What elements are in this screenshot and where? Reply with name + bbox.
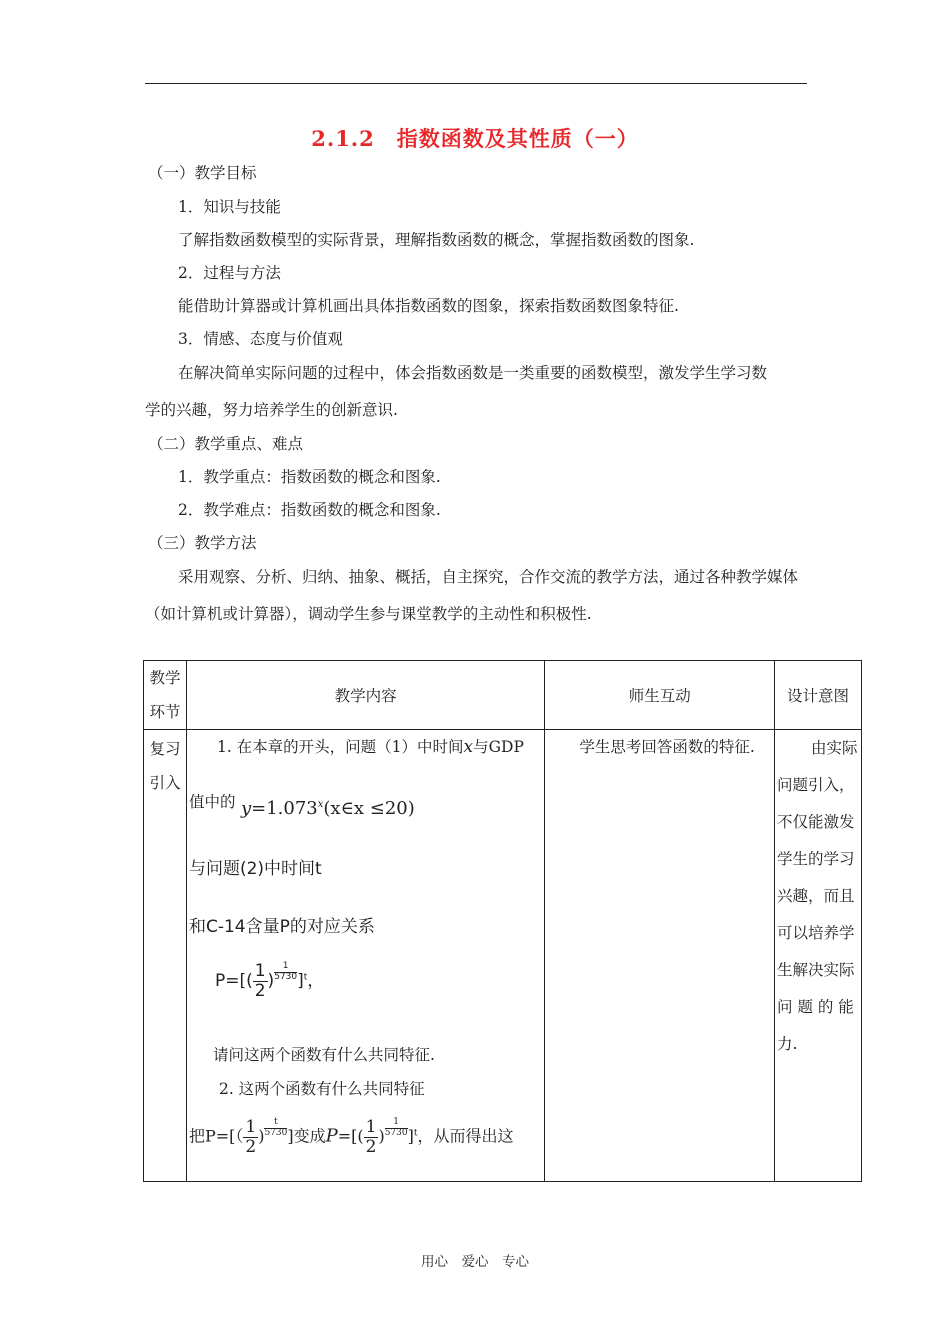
intent-line: 问题引入， xyxy=(777,776,855,794)
paragraph-process: 能借助计算器或计算机画出具体指数函数的图象，探索指数函数图象特征. xyxy=(178,297,679,315)
paragraph-methods-line2: （如计算机或计算器），调动学生参与课堂教学的主动性和积极性. xyxy=(145,605,592,623)
intent-line: 生解决实际 xyxy=(777,961,855,979)
intent-line: 不仅能激发 xyxy=(777,813,855,831)
paragraph-attitude-line2: 学的兴趣，努力培养学生的创新意识. xyxy=(145,401,398,419)
intent-line: 学生的学习 xyxy=(777,850,855,868)
header-intent: 设计意图 xyxy=(775,661,862,730)
cell-content xyxy=(186,730,544,1182)
formula-c14: P=[( $\frac{1}{2}$ ) $\frac{1}{5730}$ ]$^t$， xyxy=(214,961,325,1001)
keypoint-difficulty: 2．教学难点：指数函数的概念和图象. xyxy=(178,501,441,519)
section-heading-methods: （三）教学方法 xyxy=(148,534,257,552)
table-header-row xyxy=(144,661,862,730)
section-heading-keypoints: （二）教学重点、难点 xyxy=(148,435,304,453)
cell-stage: 复习 引入 xyxy=(144,730,187,1182)
page-footer: 用心 爱心 专心 xyxy=(421,1254,529,1270)
lesson-table xyxy=(143,660,862,1182)
intent-line: 由实际 xyxy=(811,739,858,757)
header-interaction: 师生互动 xyxy=(545,661,775,730)
content-line-c14: 和C-14含量P的对应关系 xyxy=(188,917,375,937)
cell-interaction xyxy=(545,730,775,1182)
formula-gdp: $y=1.073^x(x\in x \le 20)$ xyxy=(240,798,415,819)
interaction-text: 学生思考回答函数的特征. xyxy=(579,738,755,756)
intent-line: 力. xyxy=(777,1035,798,1053)
header-content: 教学内容 xyxy=(186,661,544,730)
content-line-problem2: 与问题(2)中时间t xyxy=(188,859,322,879)
section-heading-objectives: （一）教学目标 xyxy=(148,164,257,182)
subheading-process: 2．过程与方法 xyxy=(178,264,281,282)
subheading-attitude: 3．情感、态度与价值观 xyxy=(178,330,343,348)
content-line-1: 1. 在本章的开头，问题（1）中时间x与GDP xyxy=(216,737,524,757)
content-line-question: 请问这两个函数有什么共同特征. xyxy=(212,1046,435,1064)
page-title: 2.1.2 指数函数及其性质（一） xyxy=(311,126,639,151)
paragraph-methods-line1: 采用观察、分析、归纳、抽象、概括，自主探究，合作交流的教学方法，通过各种教学媒体 xyxy=(178,568,799,586)
intent-line: 兴趣，而且 xyxy=(777,887,855,905)
formula-transform: 把P=[（ $\frac{1}{2}$ ) $\frac{t}{5730}$ ]变成P=[( $\frac{1}{2}$ ) $\frac{1}{5730}$ ]$^t$，从而得出这 xyxy=(188,1117,514,1157)
paragraph-knowledge: 了解指数函数模型的实际背景，理解指数函数的概念，掌握指数函数的图象. xyxy=(178,231,695,249)
keypoint-focus: 1．教学重点：指数函数的概念和图象. xyxy=(178,468,441,486)
header-rule xyxy=(145,83,807,84)
cell-intent xyxy=(775,730,862,1182)
paragraph-attitude-line1: 在解决简单实际问题的过程中，体会指数函数是一类重要的函数模型，激发学生学习数 xyxy=(178,364,768,382)
table-row xyxy=(144,730,862,1182)
content-line-common: 2. 这两个函数有什么共同特征 xyxy=(218,1080,425,1098)
intent-line: 问 题 的 能 xyxy=(777,998,854,1016)
intent-line: 可以培养学 xyxy=(777,924,855,942)
header-stage: 教学 环节 xyxy=(144,661,187,730)
content-line-value: 值中的 xyxy=(188,793,236,811)
subheading-knowledge: 1．知识与技能 xyxy=(178,198,281,216)
